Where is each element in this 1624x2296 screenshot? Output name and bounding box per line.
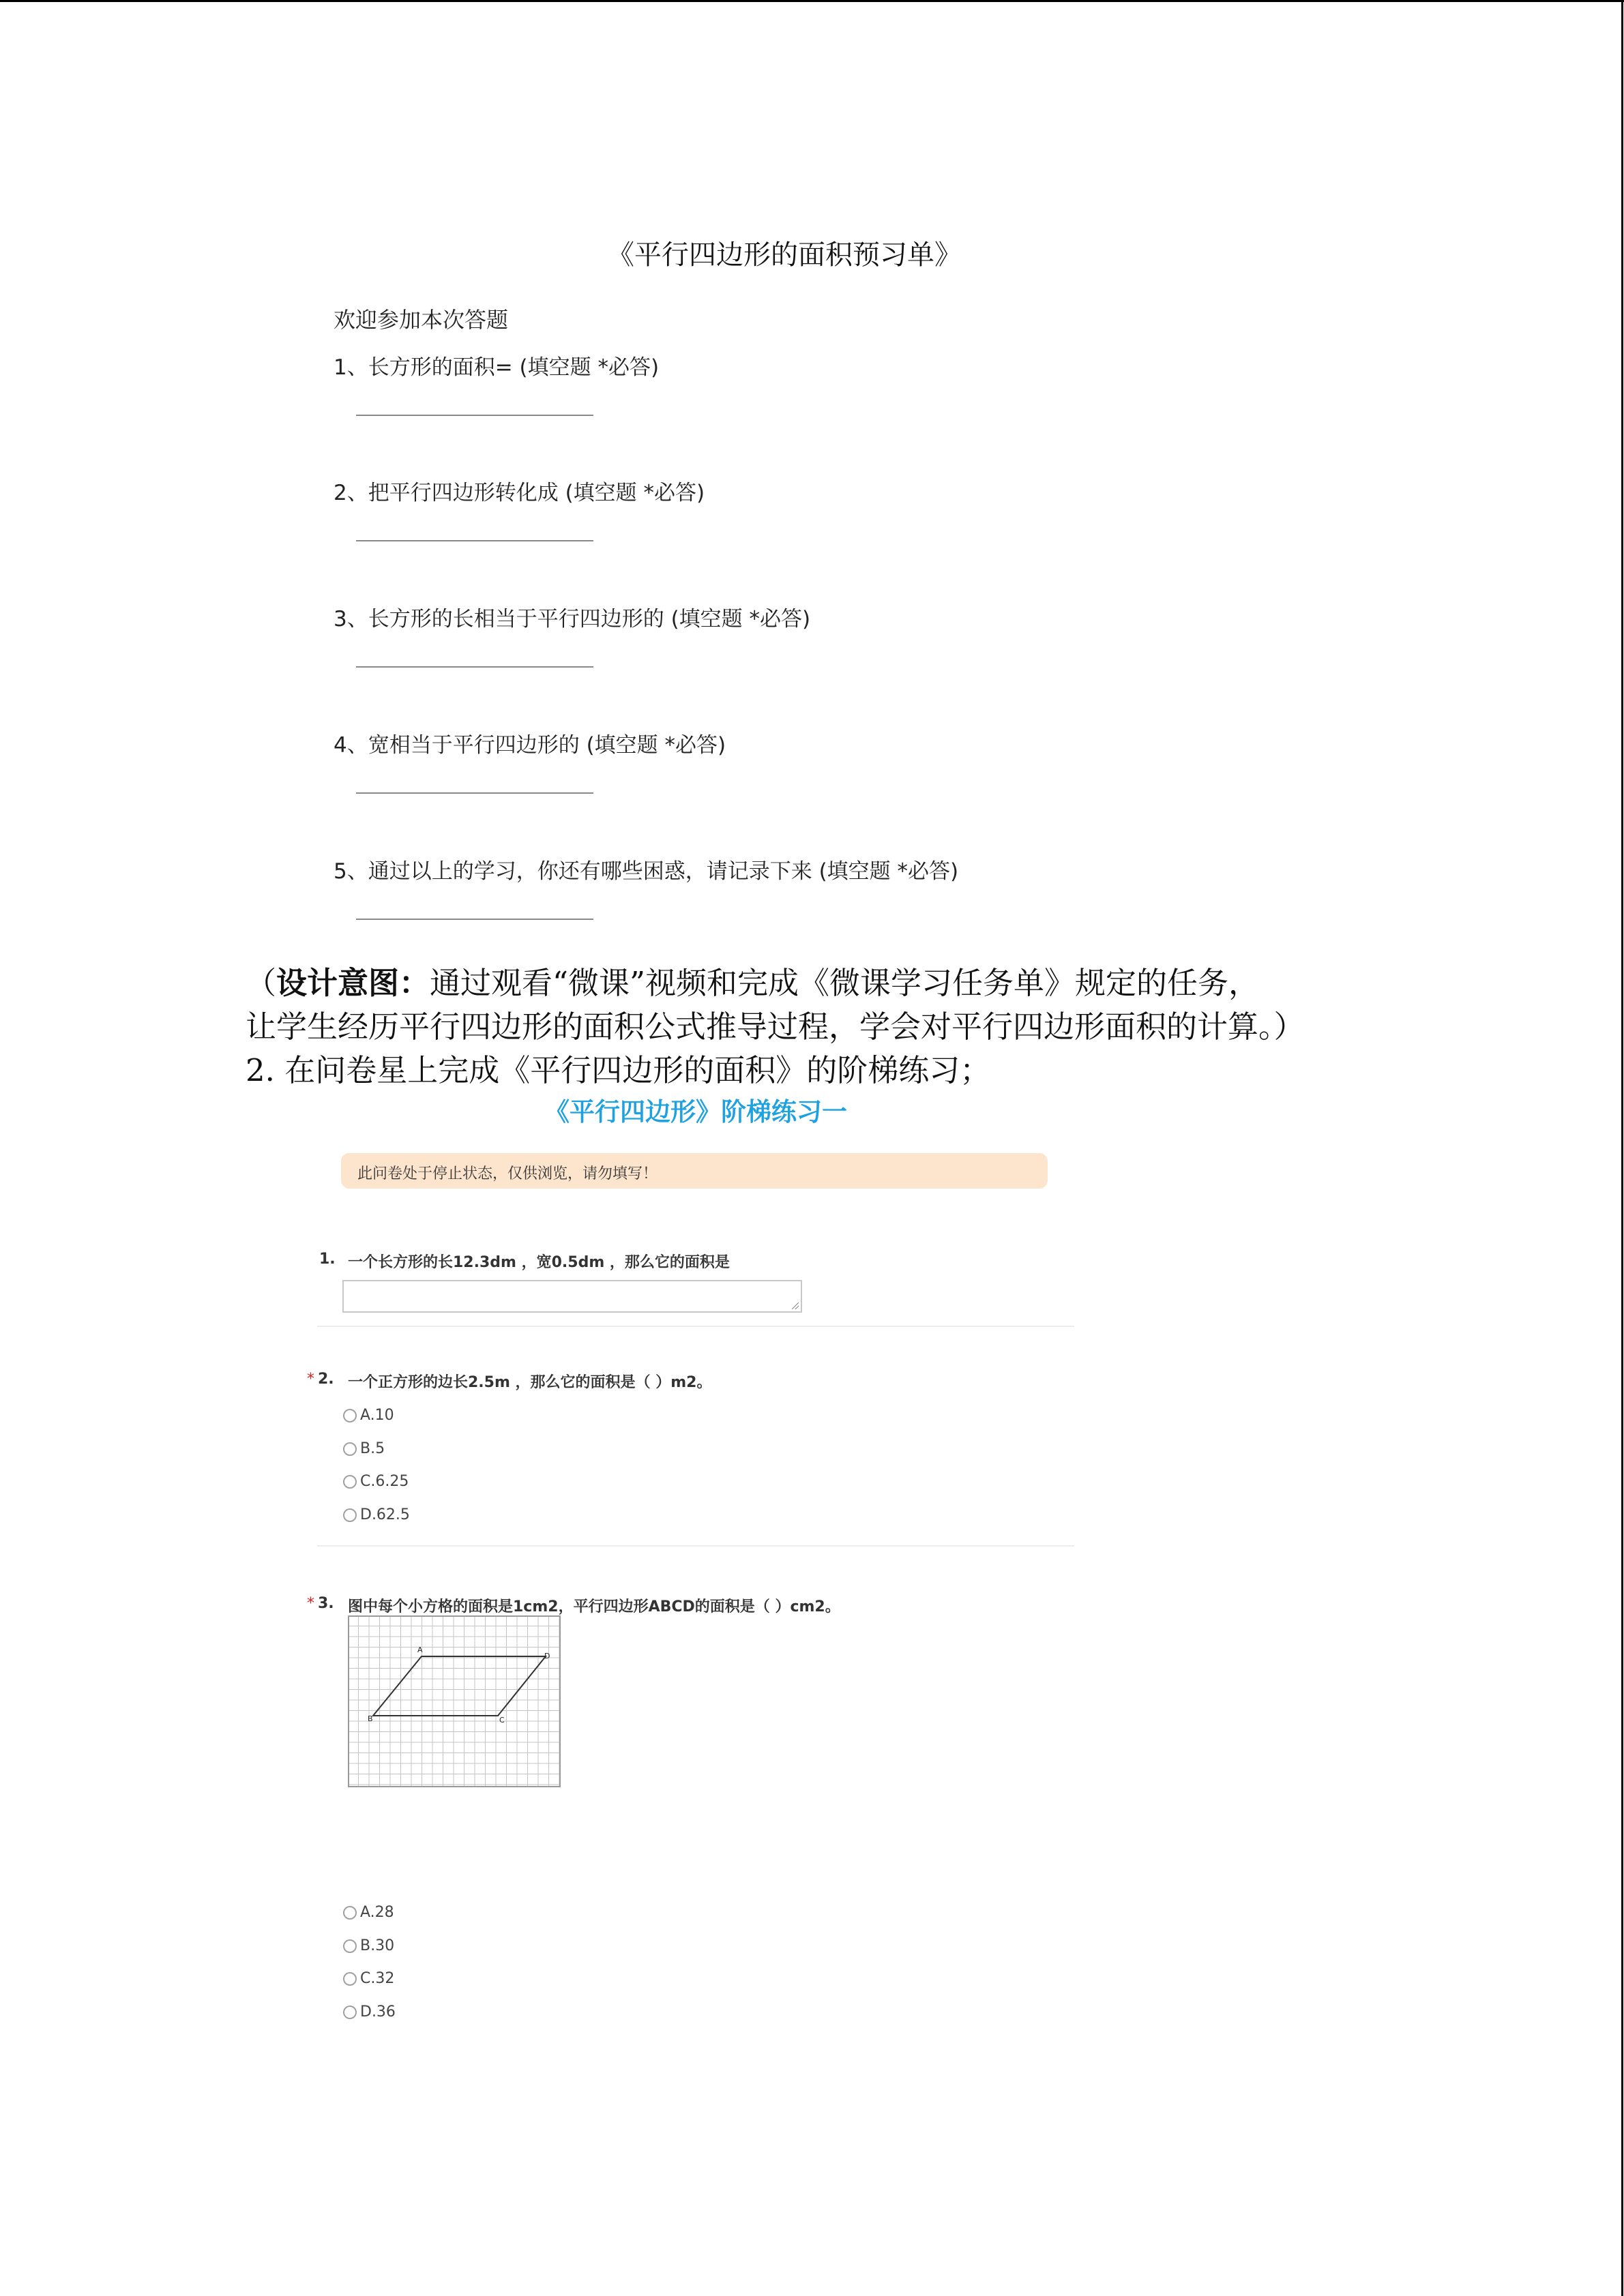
q3-option-a[interactable] <box>343 1904 394 1921</box>
radio-button[interactable] <box>343 1906 357 1920</box>
instruction-line: 2. 在问卷星上完成《平行四边形的面积》的阶梯练习； <box>246 1052 991 1088</box>
preview-sheet-title: 《平行四边形的面积预习单》 <box>607 239 962 271</box>
preview-question-1: 1、长方形的面积= (填空题 *必答) <box>334 355 660 380</box>
q2-option-c[interactable] <box>343 1473 409 1490</box>
exercise-title: 《平行四边形》阶梯练习一 <box>544 1097 847 1127</box>
design-intent-text: 通过观看“微课”视频和完成《微课学习任务单》规定的任务， <box>430 965 1260 1001</box>
q3-option-b[interactable] <box>343 1937 394 1954</box>
preview-question-4: 4、宽相当于平行四边形的 (填空题 *必答) <box>334 733 726 758</box>
design-intent-line-1 <box>246 961 1473 1005</box>
q1-text: 一个长方形的长12.3dm ，宽0.5dm ，那么它的面积是 <box>348 1254 730 1271</box>
answer-line-5[interactable] <box>356 919 593 920</box>
grid-lines <box>349 1616 560 1787</box>
q3-option-c[interactable] <box>343 1970 394 1987</box>
option-label: A.28 <box>360 1904 394 1921</box>
radio-button[interactable] <box>343 2006 357 2019</box>
radio-button[interactable] <box>343 1475 357 1489</box>
q1-answer-textarea[interactable] <box>342 1280 802 1313</box>
option-label: B.30 <box>360 1937 395 1954</box>
answer-line-3[interactable] <box>356 666 593 668</box>
radio-button[interactable] <box>343 1972 357 1986</box>
point-d-label: D <box>544 1652 550 1660</box>
design-intent-open-paren: （ <box>246 965 277 1001</box>
option-label: B.5 <box>360 1440 385 1457</box>
radio-button[interactable] <box>343 1409 357 1422</box>
option-label: C.32 <box>360 1970 395 1987</box>
design-intent-label: 设计意图： <box>276 965 430 1001</box>
q2-option-d[interactable] <box>343 1506 410 1523</box>
radio-button[interactable] <box>343 1442 357 1456</box>
preview-question-5: 5、通过以上的学习，你还有哪些困惑，请记录下来 (填空题 *必答) <box>334 859 959 884</box>
grid-border <box>349 1616 560 1787</box>
radio-button[interactable] <box>343 1508 357 1522</box>
option-label: D.36 <box>360 2003 396 2021</box>
answer-line-4[interactable] <box>356 792 593 794</box>
option-label: C.6.25 <box>360 1473 409 1490</box>
radio-button[interactable] <box>343 1939 357 1953</box>
answer-line-1[interactable] <box>356 415 593 416</box>
q2-option-b[interactable] <box>343 1440 385 1457</box>
page-top-border <box>0 0 1624 2</box>
option-label: A.10 <box>360 1407 394 1424</box>
parallelogram-grid-figure <box>348 1615 561 1787</box>
q2-number: 2. <box>318 1371 334 1388</box>
point-b-label: B <box>368 1714 373 1723</box>
design-intent-line-2: 让学生经历平行四边形的面积公式推导过程，学会对平行四边形面积的计算。） <box>246 1009 1305 1045</box>
point-a-label: A <box>417 1645 423 1654</box>
q2-text: 一个正方形的边长2.5m ，那么它的面积是（ ）m2。 <box>348 1374 712 1391</box>
q2-required-mark: * <box>307 1371 314 1388</box>
parallelogram-abcd <box>373 1656 546 1716</box>
option-label: D.62.5 <box>360 1506 410 1523</box>
question-divider-2 <box>317 1545 1074 1547</box>
welcome-text: 欢迎参加本次答题 <box>334 307 509 333</box>
point-c-label: C <box>499 1716 505 1725</box>
q1-number: 1. <box>319 1251 336 1268</box>
q3-required-mark: * <box>307 1595 314 1612</box>
answer-line-2[interactable] <box>356 540 593 541</box>
q3-option-d[interactable] <box>343 2003 396 2021</box>
preview-question-2: 2、把平行四边形转化成 (填空题 *必答) <box>334 481 705 505</box>
q2-option-a[interactable] <box>343 1407 394 1424</box>
preview-question-3: 3、长方形的长相当于平行四边形的 (填空题 *必答) <box>334 607 811 631</box>
notice-text: 此问卷处于停止状态，仅供浏览，请勿填写！ <box>357 1165 658 1182</box>
q3-text: 图中每个小方格的面积是1cm2，平行四边形ABCD的面积是（ ）cm2。 <box>348 1598 840 1615</box>
question-divider-1 <box>317 1326 1074 1327</box>
q3-number: 3. <box>318 1595 334 1612</box>
page-right-border <box>1621 0 1623 2296</box>
